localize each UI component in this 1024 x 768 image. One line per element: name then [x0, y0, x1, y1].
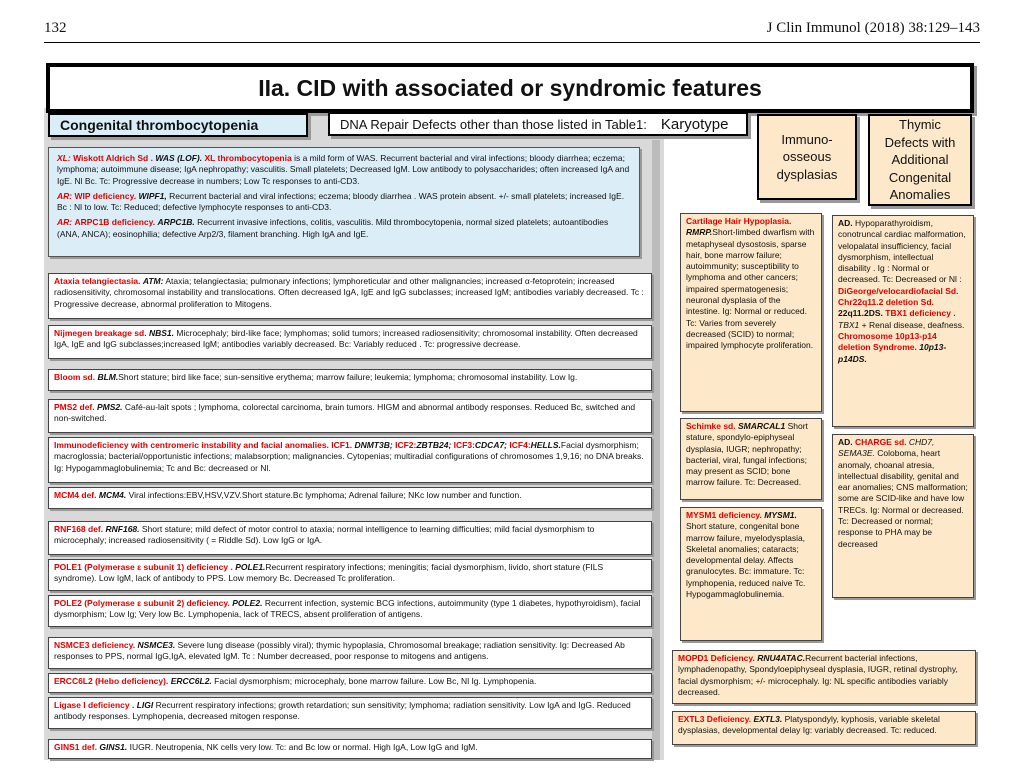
osseous-entry-chh: Cartilage Hair Hypoplasia. RMRP.Short-limbed dwarfism with metaphyseal dysostosis, sparse hair, bone marrow failure; autoimmunity; susceptibility to lymphoma and other cancers; impaired spermatogenesis; neuronal dysplasia of the intestine. Ig: Normal or reduced. Tc: Varies from severely decreased (SCID) to normal; impaired lymphocyte proliferation. [680, 213, 822, 412]
column-divider [652, 140, 660, 760]
dna-entry-gins1: GINS1 def. GINS1. IUGR. Neutropenia, NK cells very low. Tc: and Bc low or normal. High IgA, Low IgG and IgM. [48, 739, 652, 759]
thrombocytopenia-panel [48, 147, 640, 257]
dna-entry-icf: Immunodeficiency with centromeric instability and facial anomalies. ICF1. DNMT3B; ICF2:ZBTB24; ICF3:CDCA7; ICF4:HELLS.Facial dysmorphism; macroglossia; bacterial/opportunistic infections; malabsorption; malignancies. Cytopenias; multiradial configurations of chromosomes 1,9,16; no DNA breaks. Ig: Hypogammaglobulinemia; Tc and Bc: decreased or Nl. [48, 437, 652, 483]
dna-entry-pms2: PMS2 def. PMS2. Café-au-lait spots ; lymphoma, colorectal carcinoma, brain tumors. HIGM and abnormal antibody responses. Reduced Bc, switched and non-switched. [48, 399, 652, 433]
thymic-entry-charge: AD. CHARGE sd. CHD7, SEMA3E. Coloboma, heart anomaly, choanal atresia, intellectual disability, genital and ear anomalies; CNS malformation; some are SCID-like and have low TRECs. Ig: Normal or decreased. Tc: Decreased or normal; response to PHA may be decreased [832, 434, 974, 598]
page-number: 132 [44, 20, 67, 36]
dna-entry-bloom: Bloom sd. BLM.Short stature; bird like face; sun-sensitive erythema; marrow failure; leukemia; lymphoma; chromosomal instability. Low Ig. [48, 369, 652, 391]
dna-entry-ercc6l2: ERCC6L2 (Hebo deficiency). ERCC6L2. Facial dysmorphism; microcephaly, bone marrow failure. Low Bc, Nl Ig. Lymphopenia. [48, 673, 652, 693]
dna-entry-pole1: POLE1 (Polymerase ε subunit 1) deficiency . POLE1.Recurrent respiratory infections; meningitis; facial dysmorphism, livido, short stature (FILS syndrome). Low IgM, lack of antibody to PPS. Low memory Bc. Decreased Tc proliferation. [48, 559, 652, 591]
header-rule [44, 42, 980, 43]
dna-entry-ligase1: Ligase I deficiency . LIGI Recurrent respiratory infections; growth retardation; sun sensitivity; lymphoma; radiation sensitivity. Low IgA and IgG. Reduced antibody responses. Lymphopenia, decreased mitogen response. [48, 697, 652, 729]
entry-mopd1: MOPD1 Deficiency. RNU4ATAC.Recurrent bacterial infections, lymphadenopathy, Spondyloepiphyseal dysplasia, IUGR, retinal dystrophy, facial dysmorphism; +/- microcephaly. Ig: NL specific antibodies variably decreased. [672, 650, 976, 704]
page-title: IIa. CID with associated or syndromic features [46, 63, 974, 113]
category-thrombocytopenia: Congenital thrombocytopenia [48, 113, 308, 137]
dna-entry-ataxia: Ataxia telangiectasia. ATM: Ataxia; telangiectasia; pulmonary infections; lymphoreticular and other malignancies; increased α-fetoprotein; increased radiosensitivity, chromosomal instability and translocations. Often decreased IgA, IgE and IgG subclasses; increased IgM; antibodies variably decreased. Tc : Progressive decrease, abnormal proliferation to Mitogens. [48, 273, 652, 319]
osseous-entry-schimke: Schimke sd. SMARCAL1 Short stature, spondylo-epiphyseal dysplasia, IUGR; nephropathy; bacterial, viral, fungal infections; may present as SCID; bone marrow failure. Tc: Decreased. [680, 418, 822, 500]
thymic-entry-digeorge: AD. Hypoparathyroidism, conotruncal cardiac malformation, velopalatal insufficiency, facial dysmorphism, intellectual disability . Ig : Normal or decreased. Tc: Decreased or Nl : DiGeorge/velocardiofacial Sd. Chr22q11.2 deletion Sd. 22q11.2DS. TBX1 deficiency . TBX1 + Renal disease, deafness. Chromosome 10p13-p14 deletion Syndrome. 10p13-p14DS. [832, 215, 974, 427]
dna-entry-mcm4: MCM4 def. MCM4. Viral infections:EBV,HSV,VZV.Short stature.Bc lymphoma; Adrenal failure; NKc low number and function. [48, 487, 652, 509]
dna-entry-rnf168: RNF168 def. RNF168. Short stature; mild defect of motor control to ataxia; normal intelligence to learning difficulties; mild facial dysmorphism to microcephaly; increased radiosensitivity ( = Riddle Sd). Low IgG or IgA. [48, 521, 652, 555]
dna-entry-pole2: POLE2 (Polymerase ε subunit 2) deficiency. POLE2. Recurrent infection, systemic BCG infections, autoimmunity (type 1 diabetes, hypothyroidism), facial dysmorphism; Low Ig; Very low Bc. Lymphopenia, lack of TRECS, absent proliferation of antigens. [48, 595, 652, 627]
osseous-entry-mysm1: MYSM1 deficiency. MYSM1. Short stature, congenital bone marrow failure, myelodysplasia, Skeletal anomalies; cataracts; developmental delay. Affects granulocytes. Bc: immature. Tc: lymphopenia, reduced naive Tc. Hypogammaglobulinemia. [680, 507, 822, 641]
category-dna-repair-label: DNA Repair Defects other than those listed in Table1: [340, 116, 647, 132]
journal-citation: J Clin Immunol (2018) 38:129–143 [766, 20, 980, 36]
category-dna-repair [328, 112, 748, 136]
was-entry: XL: Wiskott Aldrich Sd . WAS (LOF). XL thrombocytopenia is a mild form of WAS. Recurrent bacterial and viral infections; bloody diarrhea; eczema; lymphoma; autoimmune disease; IgA nephropathy; vasculitis. Small platelets; Decreased IgM. Low antibody to polysaccharides; often increased IgA and IgE. Nl Bc. Tc: Progressive decrease in numbers; Low Tc responses to anti-CD3. [57, 153, 630, 186]
arpc1b-entry: AR: ARPC1B deficiency. ARPC1B. Recurrent invasive infections, colitis, vasculitis. Mild thrombocytopenia, normal sized platelets; autoantibodies (ANA, ANCA); eosinophilia; defective Arp2/3, filament branching. High IgA and IgE. [57, 217, 609, 239]
category-thymic: Thymic Defects with Additional Congenital Anomalies [868, 114, 972, 206]
wip-entry: AR: WIP deficiency. WIPF1, Recurrent bacterial and viral infections; eczema; bloody diarrhea . WAS protein absent. +/- small platelets; increased IgE. Bc : Nl to low. Tc: Reduced; defective lymphocyte responses to anti-CD3. [57, 190, 625, 213]
dna-entry-nijmegen: Nijmegen breakage sd. NBS1. Microcephaly; bird-like face; lymphomas; solid tumors; increased radiosensitivity; chromosomal instability. Often decreased IgA, IgE and IgG subclasses;increased IgM; antibodies variably decreased. Bc: Variably reduced . Tc: progressive decrease. [48, 325, 652, 359]
entry-extl3: EXTL3 Deficiency. EXTL3. Platyspondyly, kyphosis, variable skeletal dysplasias, developmental delay Ig: variably decreased. Tc: reduced. [672, 711, 976, 745]
category-karyotype-label: Karyotype [660, 115, 729, 133]
dna-entry-nsmce3: NSMCE3 deficiency. NSMCE3. Severe lung disease (possibly viral); thymic hypoplasia, Chromosomal breakage; radiation sensitivity. Ig: Decreased Ab responses to PPS, normal IgG,IgA, elevated IgM. Tc : Number decreased, poor response to mitogens and antigens. [48, 637, 652, 669]
category-immuno-osseous: Immuno-osseous dysplasias [757, 114, 857, 200]
